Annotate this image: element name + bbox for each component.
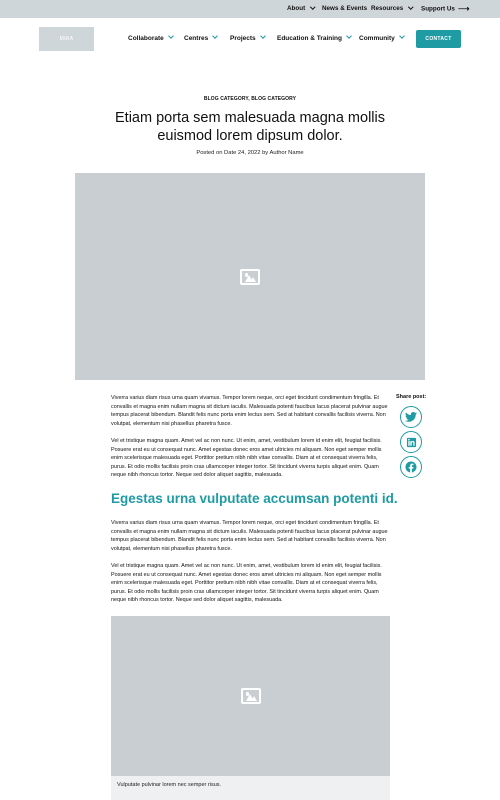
- twitter-icon: [405, 412, 417, 422]
- nav-item-collaborate[interactable]: [128, 33, 173, 45]
- nav-item-projects[interactable]: [230, 33, 265, 45]
- chevron-down-icon: [260, 33, 266, 39]
- contact-button[interactable]: CONTACT: [416, 30, 461, 48]
- nav-item-collaborate-label: Collaborate: [128, 35, 164, 42]
- page-title: Etiam porta sem malesuada magna mollis euismod lorem dipsum dolor.: [115, 110, 385, 144]
- utility-nav-about-label: About: [287, 5, 306, 12]
- utility-nav-support-us[interactable]: [421, 0, 469, 18]
- hero-image: [75, 173, 425, 380]
- utility-nav-support-us-label: Support Us: [421, 5, 455, 13]
- share-label: Share post:: [396, 394, 427, 400]
- post-meta: Posted on Date 24, 2022 by Author Name: [196, 150, 304, 156]
- facebook-icon: [405, 461, 417, 473]
- utility-nav-about[interactable]: [287, 0, 315, 18]
- chevron-down-icon: [212, 33, 218, 39]
- article-paragraph: Viverra varius diam risus urna quam vivamus. Tempor lorem neque, orci eget tincidunt condimentum fringilla. Et convallis et magna enim nullam magna sit dictum iaculis. Malesuada potenti faucibus lacus placerat pulvinar augue tempus placerat bibendum. Blandit felis nunc porta enim lectus sem. Sed at habitant convallis facilisis viverra. Non volutpat, elementum nisi phasellus pharetra fusce.: [111, 395, 388, 427]
- site-logo[interactable]: MIRA: [39, 27, 94, 51]
- article-subheading: Egestas urna vulputate accumsan potenti id.: [111, 491, 398, 506]
- share-twitter-button[interactable]: [400, 406, 422, 428]
- nav-item-education-training-label: Education & Training: [277, 35, 343, 42]
- image-caption-box: [111, 776, 390, 800]
- utility-nav-news-events[interactable]: [322, 0, 367, 18]
- arrow-right-icon: ⟶: [457, 4, 470, 13]
- image-placeholder-icon: [241, 688, 261, 704]
- nav-item-education-training[interactable]: [277, 33, 351, 45]
- image-caption: Vulputate pulvinar lorem nec semper risus.: [117, 782, 222, 788]
- article-paragraph: Viverra varius diam risus urna quam vivamus. Tempor lorem neque, orci eget tincidunt condimentum fringilla. Et convallis et magna enim nullam magna sit dictum iaculis. Malesuada potenti faucibus lacus placerat pulvinar augue tempus placerat bibendum. Blandit felis nunc porta enim lectus sem. Sed at habitant convallis facilisis viverra. Non volutpat, elementum nisi phasellus pharetra fusce.: [111, 520, 388, 552]
- chevron-down-icon: [346, 33, 352, 39]
- utility-nav-resources[interactable]: [371, 0, 413, 18]
- nav-item-projects-label: Projects: [230, 35, 256, 42]
- nav-item-community[interactable]: [359, 33, 404, 45]
- utility-nav-resources-label: Resources: [371, 5, 404, 12]
- share-linkedin-button[interactable]: [400, 431, 422, 453]
- article-image: [111, 616, 390, 776]
- linkedin-icon: [406, 437, 417, 448]
- chevron-down-icon: [310, 4, 315, 9]
- article-paragraph: Vel et tristique magna quam. Amet vel ac non nunc. Ut enim, amet, vestibulum lorem id enim elit, feugiat facilisis. Posuere erat eu ut consequat nunc. Amet egestas donec eros amet ultricies mi aliquam. Non eget semper mollis enim scelerisque malesuada eget. Porttitor pretium nibh nibh vitae convallis. Diam at et consequat viverra felis, purus. Et odio mollis facilisis proin cras ullamcorper integer tortor. Sit tincidunt viverra turpis aliquet enim. Quam neque nibh rhoncus tortor. Neque sed dolor aliquet sagittis, malesuada.: [111, 563, 382, 604]
- image-placeholder-icon: [240, 269, 260, 285]
- nav-item-community-label: Community: [359, 35, 395, 42]
- chevron-down-icon: [399, 33, 405, 39]
- nav-item-centres-label: Centres: [184, 35, 209, 42]
- utility-bar: [0, 0, 500, 18]
- utility-nav-news-events-label: News & Events: [322, 5, 368, 12]
- chevron-down-icon: [408, 4, 413, 9]
- post-categories[interactable]: BLOG CATEGORY, BLOG CATEGORY: [203, 96, 297, 102]
- article-paragraph: Vel et tristique magna quam. Amet vel ac non nunc. Ut enim, amet, vestibulum lorem id enim elit, feugiat facilisis. Posuere erat eu ut consequat nunc. Amet egestas donec eros amet ultricies mi aliquam. Non eget semper mollis enim scelerisque malesuada eget. Porttitor pretium nibh nibh vitae convallis. Diam at et consequat viverra felis, purus. Et odio mollis facilisis proin cras ullamcorper integer tortor. Sit tincidunt viverra turpis aliquet enim. Quam neque nibh rhoncus tortor. Neque sed dolor aliquet sagittis, malesuada.: [111, 438, 382, 479]
- chevron-down-icon: [168, 33, 174, 39]
- nav-item-centres[interactable]: [184, 33, 217, 45]
- share-facebook-button[interactable]: [400, 456, 422, 478]
